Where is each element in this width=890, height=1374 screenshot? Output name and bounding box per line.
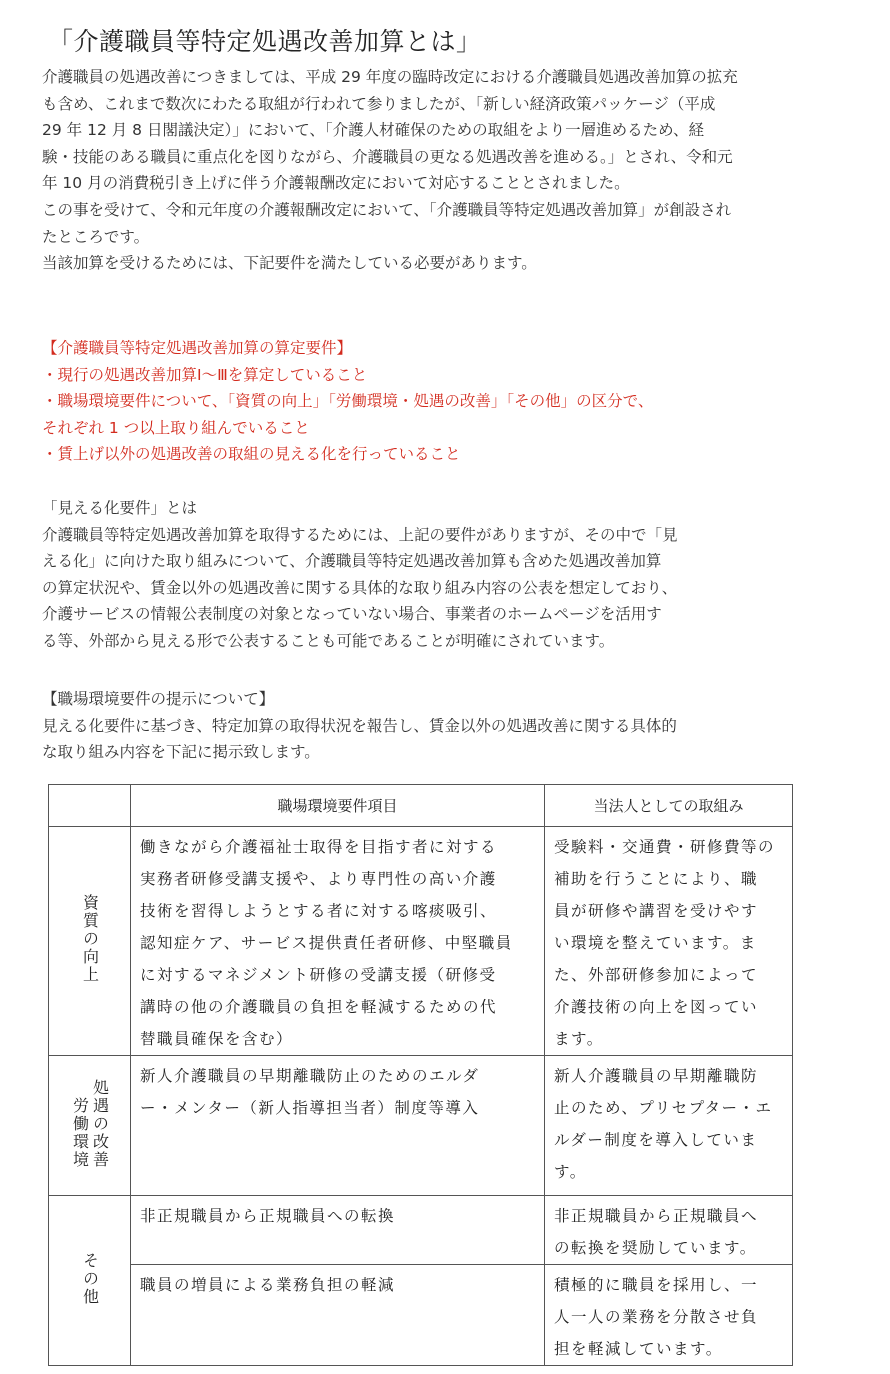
workplace-heading: 【職場環境要件の提示について】	[42, 690, 275, 708]
cell-line: た、外部研修参加によって	[554, 966, 759, 984]
visibility-line: の算定状況や、賃金以外の処遇改善に関する具体的な取り組み内容の公表を想定しており、	[42, 578, 678, 597]
requirement-item: ・職場環境要件について、「資質の向上」「労働環境・処遇の改善」「その他」の区分で、	[42, 392, 654, 411]
cell-line: 担を軽減しています。	[554, 1340, 723, 1358]
category-roudou	[49, 1056, 131, 1196]
category-label: 資質の向上	[80, 894, 100, 984]
category-label: 処遇の改善	[90, 1078, 110, 1169]
requirements-table-wrapper	[48, 784, 792, 1358]
workplace-line: 見える化要件に基づき、特定加算の取得状況を報告し、賃金以外の処遇改善に関する具体的	[42, 716, 677, 735]
cell-line: の転換を奨励しています。	[554, 1239, 757, 1257]
intro-line: この事を受けて、令和元年度の介護報酬改定において、「介護職員等特定処遇改善加算」が創設され	[42, 200, 732, 219]
intro-line: 当該加算を受けるためには、下記要件を満たしている必要があります。	[42, 254, 537, 273]
table-row	[49, 1196, 793, 1265]
cell-line: ー・メンター（新人指導担当者）制度等導入	[140, 1099, 480, 1117]
intro-line: 29 年 12 月 8 日閣議決定）」において、「介護人材確保のための取組をより一層進めるため、経	[42, 121, 705, 140]
requirements-heading: 【介護職員等特定処遇改善加算の算定要件】	[42, 339, 353, 357]
action-cell	[545, 1196, 793, 1265]
visibility-line: える化」に向けた取り組みについて、介護職員等特定処遇改善加算も含めた処遇改善加算	[42, 552, 662, 571]
intro-line: 年 10 月の消費税引き上げに伴う介護報酬改定において対応することとされました。	[42, 174, 630, 193]
requirements-table	[48, 784, 793, 1366]
intro-line: 験・技能のある職員に重点化を図りながら、介護職員の更なる処遇改善を進める。」とされ、令和元	[42, 147, 733, 166]
table-header-item: 職場環境要件項目	[131, 785, 545, 827]
intro-line: も含め、これまで数次にわたる取組が行われて参りましたが、「新しい経済政策パッケージ（平成	[42, 94, 716, 113]
requirements-list	[42, 335, 653, 468]
cell-line: 新人介護職員の早期離職防	[554, 1067, 759, 1085]
cell-line: 講時の他の介護職員の負担を軽減するための代	[140, 998, 498, 1016]
requirement-item: ・賃上げ以外の処遇改善の取組の見える化を行っていること	[42, 445, 461, 464]
category-label: その他	[80, 1251, 100, 1306]
cell-line: い環境を整えています。ま	[554, 934, 757, 952]
cell-line: 非正規職員から正規職員へ	[554, 1207, 759, 1225]
category-shishitsu	[49, 827, 131, 1056]
cell-line: 非正規職員から正規職員への転換	[140, 1207, 396, 1225]
action-cell	[545, 1056, 793, 1196]
cell-line: 補助を行うことにより、職	[554, 870, 759, 888]
cell-line: 職員の増員による業務負担の軽減	[140, 1276, 396, 1294]
requirement-item: ・現行の処遇改善加算Ⅰ～Ⅲを算定していること	[42, 365, 368, 384]
cell-line: ます。	[554, 1030, 604, 1048]
cell-line: 新人介護職員の早期離職防止のためのエルダ	[140, 1067, 480, 1085]
cell-line: 認知症ケア、サービス提供責任者研修、中堅職員	[140, 934, 513, 952]
cell-line: に対するマネジメント研修の受講支援（研修受	[140, 966, 497, 984]
intro-line: 介護職員の処遇改善につきましては、平成 29 年度の臨時改定における介護職員処遇改善加算の拡充	[42, 68, 738, 86]
cell-line: 受験料・交通費・研修費等の	[554, 838, 776, 856]
intro-paragraph	[42, 64, 738, 277]
workplace-section	[42, 686, 677, 766]
cell-line: 実務者研修受講支援や、より専門性の高い介護	[140, 870, 497, 888]
workplace-line: な取り組み内容を下記に掲示致します。	[42, 743, 320, 762]
visibility-line: 介護職員等特定処遇改善加算を取得するためには、上記の要件がありますが、その中で「見	[42, 525, 678, 544]
table-row	[49, 1265, 793, 1366]
cell-line: 働きながら介護福祉士取得を目指す者に対する	[140, 838, 498, 856]
action-cell	[545, 1265, 793, 1366]
table-row	[49, 1056, 793, 1196]
table-header-row	[49, 785, 793, 827]
visibility-section	[42, 495, 678, 655]
category-sonota	[49, 1196, 131, 1366]
cell-line: ルダー制度を導入していま	[554, 1131, 758, 1149]
table-header-action: 当法人としての取組み	[545, 785, 793, 827]
table-header-blank	[49, 785, 131, 827]
cell-line: す。	[554, 1163, 587, 1181]
visibility-line: る等、外部から見える形で公表することも可能であることが明確にされています。	[42, 631, 615, 650]
item-cell	[131, 1056, 545, 1196]
cell-line: 技術を習得しようとする者に対する喀痰吸引、	[140, 902, 498, 920]
action-cell	[545, 827, 793, 1056]
table-row	[49, 827, 793, 1056]
cell-line: 介護技術の向上を図ってい	[554, 998, 759, 1016]
intro-line: たところです。	[42, 227, 150, 246]
visibility-heading: 「見える化要件」とは	[42, 499, 198, 517]
item-cell	[131, 1196, 545, 1265]
cell-line: 員が研修や講習を受けやす	[554, 902, 759, 920]
cell-line: 止のため、プリセプター・エ	[554, 1099, 773, 1117]
requirement-item: それぞれ 1 つ以上取り組んでいること	[42, 418, 310, 437]
cell-line: 積極的に職員を採用し、一	[554, 1276, 759, 1294]
visibility-line: 介護サービスの情報公表制度の対象となっていない場合、事業者のホームページを活用す	[42, 605, 662, 624]
item-cell	[131, 827, 545, 1056]
category-label: 労働環境	[70, 1096, 90, 1169]
cell-line: 人一人の業務を分散させ負	[554, 1308, 759, 1326]
page-title: 「介護職員等特定処遇改善加算とは」	[48, 27, 482, 56]
item-cell	[131, 1265, 545, 1366]
cell-line: 替職員確保を含む）	[140, 1030, 294, 1048]
